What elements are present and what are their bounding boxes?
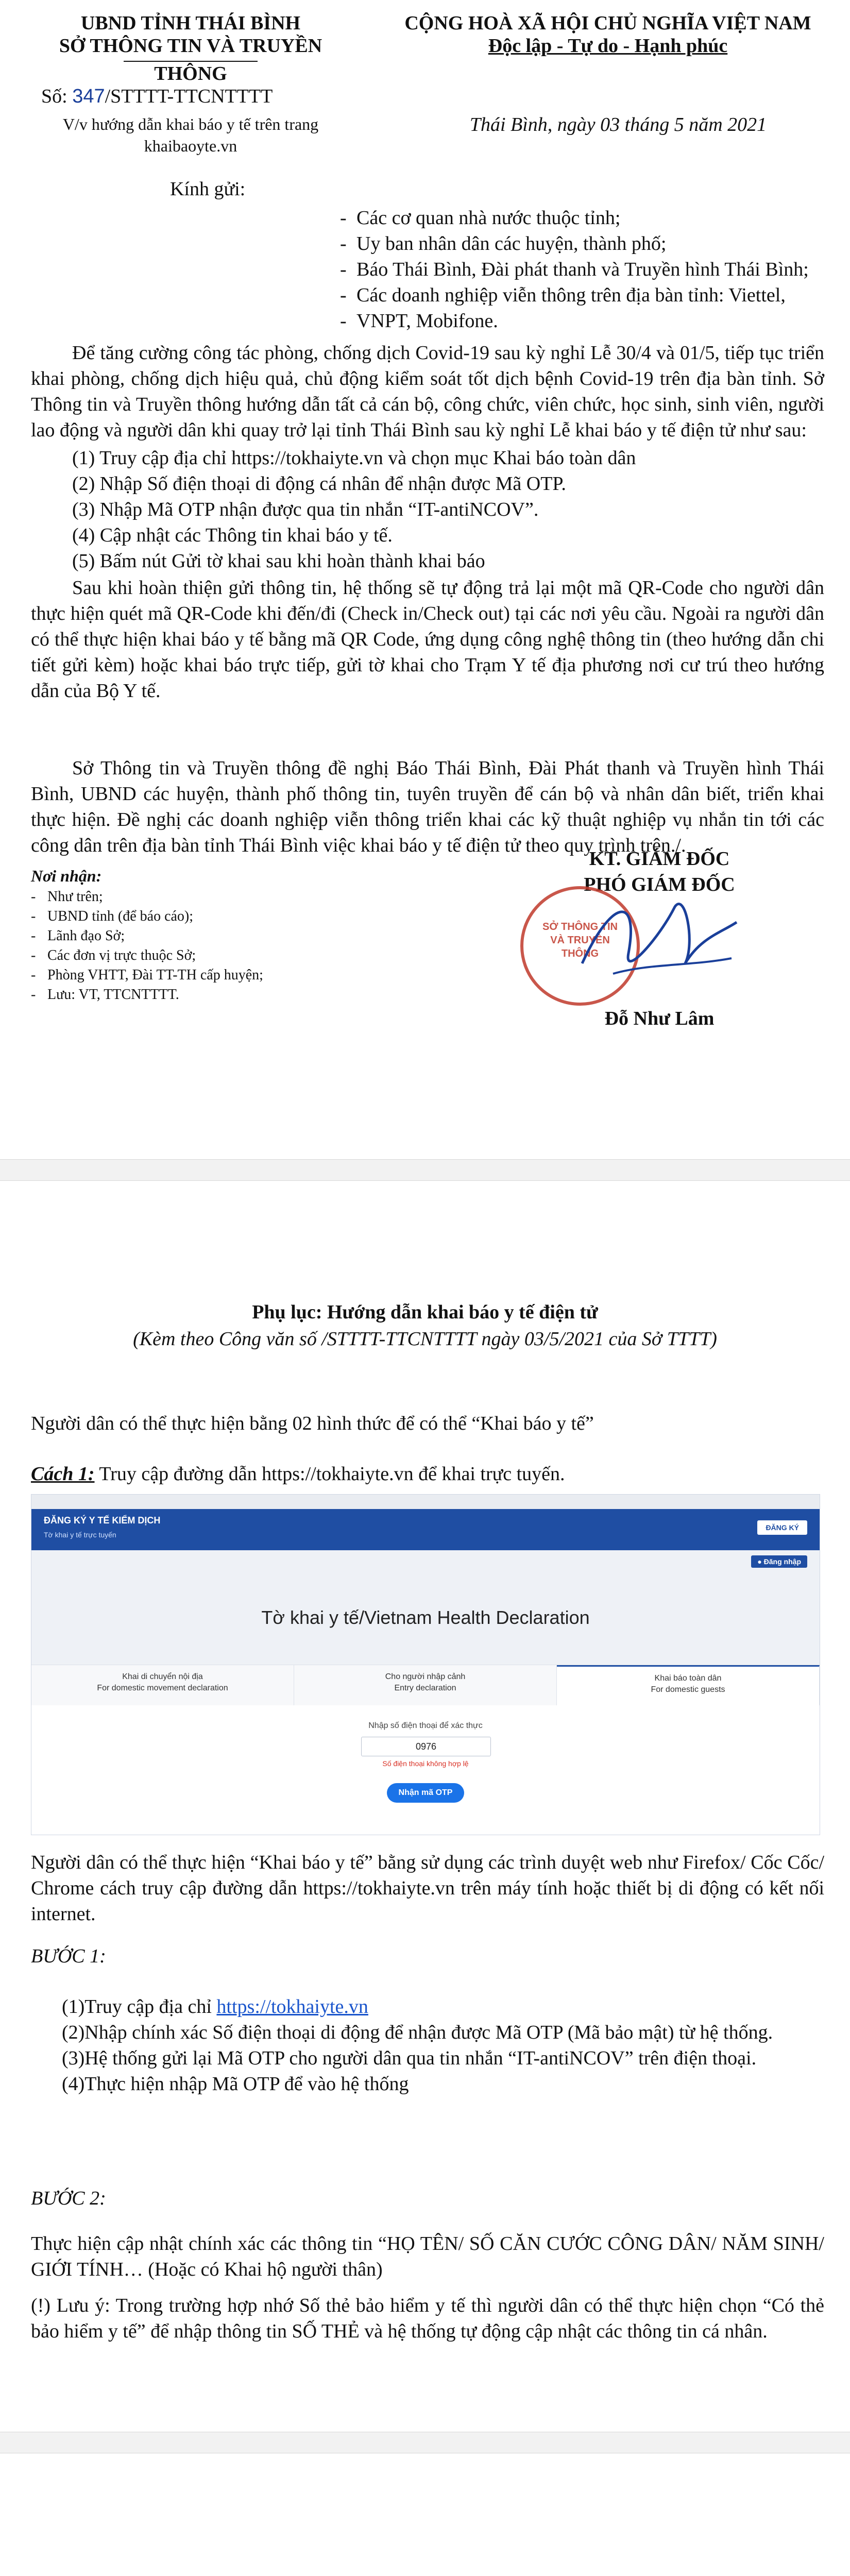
tab-entry[interactable]: Cho người nhập cảnh Entry declaration bbox=[294, 1665, 557, 1705]
phone-label: Nhập số điện thoại để xác thực bbox=[368, 1721, 483, 1730]
step1-item: (2)Nhập chính xác Số điện thoại di động để nhận được Mã OTP (Mã bảo mật) từ hệ thống. bbox=[62, 2022, 773, 2043]
footer-recipient-item: - Lưu: VT, TTCNTTTT. bbox=[31, 985, 392, 1005]
recipients-list bbox=[340, 205, 824, 334]
tab-domestic[interactable]: Khai di chuyển nội địa For domestic movement declaration bbox=[31, 1665, 294, 1705]
browser-bar bbox=[31, 1495, 820, 1510]
subject: V/v hướng dẫn khai báo y tế trên trang khaibaoyte.vn bbox=[62, 115, 319, 155]
body-para-1: Để tăng cường công tác phòng, chống dịch Covid-19 sau kỳ nghỉ Lễ 30/4 và 01/5, tiếp tục triển khai phòng, chống dịch hiệu quả, chủ động kiểm soát tốt dịch bệnh Covid-19 trên địa bàn tỉnh. Sở Thông tin và Truyền thông hướng dẫn tất cả cán bộ, công chức, viên chức, học sinh, sinh viên, người lao động và người dân khi quay trở lại tỉnh Thái Bình sau kỳ nghỉ Lễ khai báo y tế điện tử như sau: bbox=[31, 342, 824, 441]
step1-label: BƯỚC 1: bbox=[31, 1945, 106, 1967]
footer-recipient-item: - Như trên; bbox=[31, 887, 392, 907]
doc-number-value: 347 bbox=[72, 86, 105, 107]
step-item: (5) Bấm nút Gửi tờ khai sau khi hoàn thành khai báo bbox=[72, 550, 485, 572]
method-1: Cách 1: Truy cập đường dẫn https://tokhaiyte.vn để khai trực tuyến. bbox=[31, 1463, 565, 1485]
org-line-2: SỞ THÔNG TIN VÀ TRUYỀN THÔNG bbox=[59, 35, 322, 84]
recipients-label: Kính gửi: bbox=[170, 178, 246, 200]
footer-recipients-label: Nơi nhận: bbox=[31, 867, 102, 885]
otp-error: Số điện thoại không hợp lệ bbox=[382, 1759, 469, 1768]
para-browser: Người dân có thể thực hiện “Khai báo y tế” bằng sử dụng các trình duyệt web như Firefox/ Cốc Cốc/ Chrome cách truy cập đường dẫn https://tokhaiyte.vn trên máy tính hoặc thiết bị di động có kết nối internet. bbox=[31, 1852, 824, 1925]
signature-title-1: KT. GIÁM ĐỐC bbox=[589, 848, 730, 870]
appendix-intro: Người dân có thể thực hiện bằng 02 hình thức để có thể “Khai báo y tế” bbox=[31, 1413, 594, 1434]
footer-recipients-list bbox=[31, 887, 392, 1005]
step2-label: BƯỚC 2: bbox=[31, 2188, 106, 2209]
recipient-item: - Các doanh nghiệp viễn thông trên địa bàn tỉnh: Viettel, bbox=[340, 282, 824, 308]
appendix-title: Phụ lục: Hướng dẫn khai báo y tế điện tử bbox=[252, 1301, 598, 1323]
step2-text: Thực hiện cập nhật chính xác các thông tin “HỌ TÊN/ SỐ CĂN CƯỚC CÔNG DÂN/ NĂM SINH/ GIỚI TÍNH… (Hoặc có Khai hộ người thân) bbox=[31, 2233, 824, 2280]
org-underline bbox=[124, 61, 258, 62]
recipient-item: - Uy ban nhân dân các huyện, thành phố; bbox=[340, 231, 824, 257]
hero-title: Tờ khai y tế/Vietnam Health Declaration bbox=[261, 1607, 590, 1628]
step1-item: (4)Thực hiện nhập Mã OTP để vào hệ thống bbox=[62, 2073, 409, 2095]
site-nav bbox=[31, 1509, 820, 1550]
login-button[interactable]: ● Đăng nhập bbox=[751, 1555, 807, 1568]
signer-name: Đỗ Như Lâm bbox=[604, 1008, 715, 1029]
tab-all-people[interactable]: Khai báo toàn dân For domestic guests bbox=[557, 1665, 820, 1705]
step1-item: (1)Truy cập địa chỉ https://tokhaiyte.vn bbox=[62, 1996, 368, 2018]
org-line-1: UBND TỈNH THÁI BÌNH bbox=[80, 12, 301, 34]
register-button[interactable]: ĐĂNG KÝ bbox=[757, 1520, 807, 1535]
step-item: (3) Nhập Mã OTP nhận được qua tin nhắn “IT-antiNCOV”. bbox=[72, 499, 539, 520]
stamp-text: SỞ THÔNG TIN VÀ TRUYỀN THÔNG bbox=[542, 921, 618, 959]
site-tabs bbox=[31, 1665, 820, 1705]
page-break bbox=[0, 1159, 850, 1181]
recipient-item: - Các cơ quan nhà nước thuộc tỉnh; bbox=[340, 205, 824, 231]
recipient-item: - Báo Thái Bình, Đài phát thanh và Truyền hình Thái Bình; bbox=[340, 257, 824, 282]
page-break bbox=[0, 2432, 850, 2453]
footer-recipient-item: - Phòng VHTT, Đài TT-TH cấp huyện; bbox=[31, 965, 392, 985]
step1-list bbox=[62, 1994, 824, 2097]
footer-recipient-item: - Lãnh đạo Sở; bbox=[31, 926, 392, 946]
signature-title-2: PHÓ GIÁM ĐỐC bbox=[584, 874, 735, 895]
nation-line-2: Độc lập - Tự do - Hạnh phúc bbox=[488, 35, 728, 57]
note-1: (!) Lưu ý: Trong trường hợp nhớ Số thẻ bảo hiểm y tế thì người dân có thể thực hiện chọn “Có thẻ bảo hiểm y tế” để nhập thông tin SỐ THẺ và hệ thống tự động cập nhật các thông tin cá nhân. bbox=[31, 2295, 824, 2342]
step-item: (1) Truy cập địa chỉ https://tokhaiyte.vn và chọn mục Khai báo toàn dân bbox=[72, 447, 636, 469]
body-para-3: Sở Thông tin và Truyền thông đề nghị Báo Thái Bình, Đài Phát thanh và Truyền hình Thái Bình, UBND các huyện, thành phố thông tin, tuyên truyền để cán bộ và nhân dân biết, triển khai thực hiện. Đề nghị các doanh nghiệp viễn thông triển khai các kỹ thuật nghiệp vụ nhắn tin tới các công dân trên địa bàn tỉnh Thái Bình việc khai báo y tế điện tử theo quy trình trên./. bbox=[31, 757, 824, 856]
steps-list bbox=[72, 445, 824, 574]
site-name: ĐĂNG KÝ Y TẾ KIỂM DỊCH bbox=[44, 1515, 161, 1526]
appendix-subtitle: (Kèm theo Công văn số /STTTT-TTCNTTTT ngày 03/5/2021 của Sở TTTT) bbox=[133, 1328, 717, 1350]
doc-date: Thái Bình, ngày 03 tháng 5 năm 2021 bbox=[469, 114, 767, 135]
site-sub: Tờ khai y tế trực tuyến bbox=[44, 1531, 116, 1539]
footer-recipient-item: - UBND tỉnh (để báo cáo); bbox=[31, 907, 392, 926]
step1-item: (3)Hệ thống gửi lại Mã OTP cho người dân qua tin nhắn “IT-antiNCOV” trên điện thoại. bbox=[62, 2047, 757, 2069]
tokhaiyte-link[interactable]: https://tokhaiyte.vn bbox=[216, 1996, 368, 2018]
get-otp-button[interactable]: Nhận mã OTP bbox=[387, 1783, 464, 1803]
doc-number: Số: 347/STTTT-TTCNTTTT bbox=[41, 86, 273, 107]
footer-recipient-item: - Các đơn vị trực thuộc Sở; bbox=[31, 946, 392, 965]
recipient-item: - VNPT, Mobifone. bbox=[340, 308, 824, 334]
body-para-2: Sau khi hoàn thiện gửi thông tin, hệ thống sẽ tự động trả lại một mã QR-Code cho người dân thực hiện quét mã QR-Code khi đến/đi (Check in/Check out) tại các nơi yêu cầu. Ngoài ra người dân có thể thực hiện khai báo y tế bằng mã QR Code, ứng dụng công nghệ thông tin (theo hướng dẫn chi tiết gửi kèm) hoặc khai báo trực tiếp, gửi tờ khai cho Trạm Y tế địa phương nơi cư trú theo hướng dẫn của Bộ Y tế. bbox=[31, 577, 824, 702]
step-item: (4) Cập nhật các Thông tin khai báo y tế. bbox=[72, 524, 393, 546]
step-item: (2) Nhập Số điện thoại di động cá nhân để nhận được Mã OTP. bbox=[72, 473, 566, 495]
website-screenshot bbox=[31, 1494, 820, 1835]
nation-line-1: CỘNG HOÀ XÃ HỘI CHỦ NGHĨA VIỆT NAM bbox=[404, 12, 811, 34]
handwritten-signature bbox=[567, 876, 752, 999]
phone-input[interactable]: 0976 bbox=[361, 1737, 491, 1756]
